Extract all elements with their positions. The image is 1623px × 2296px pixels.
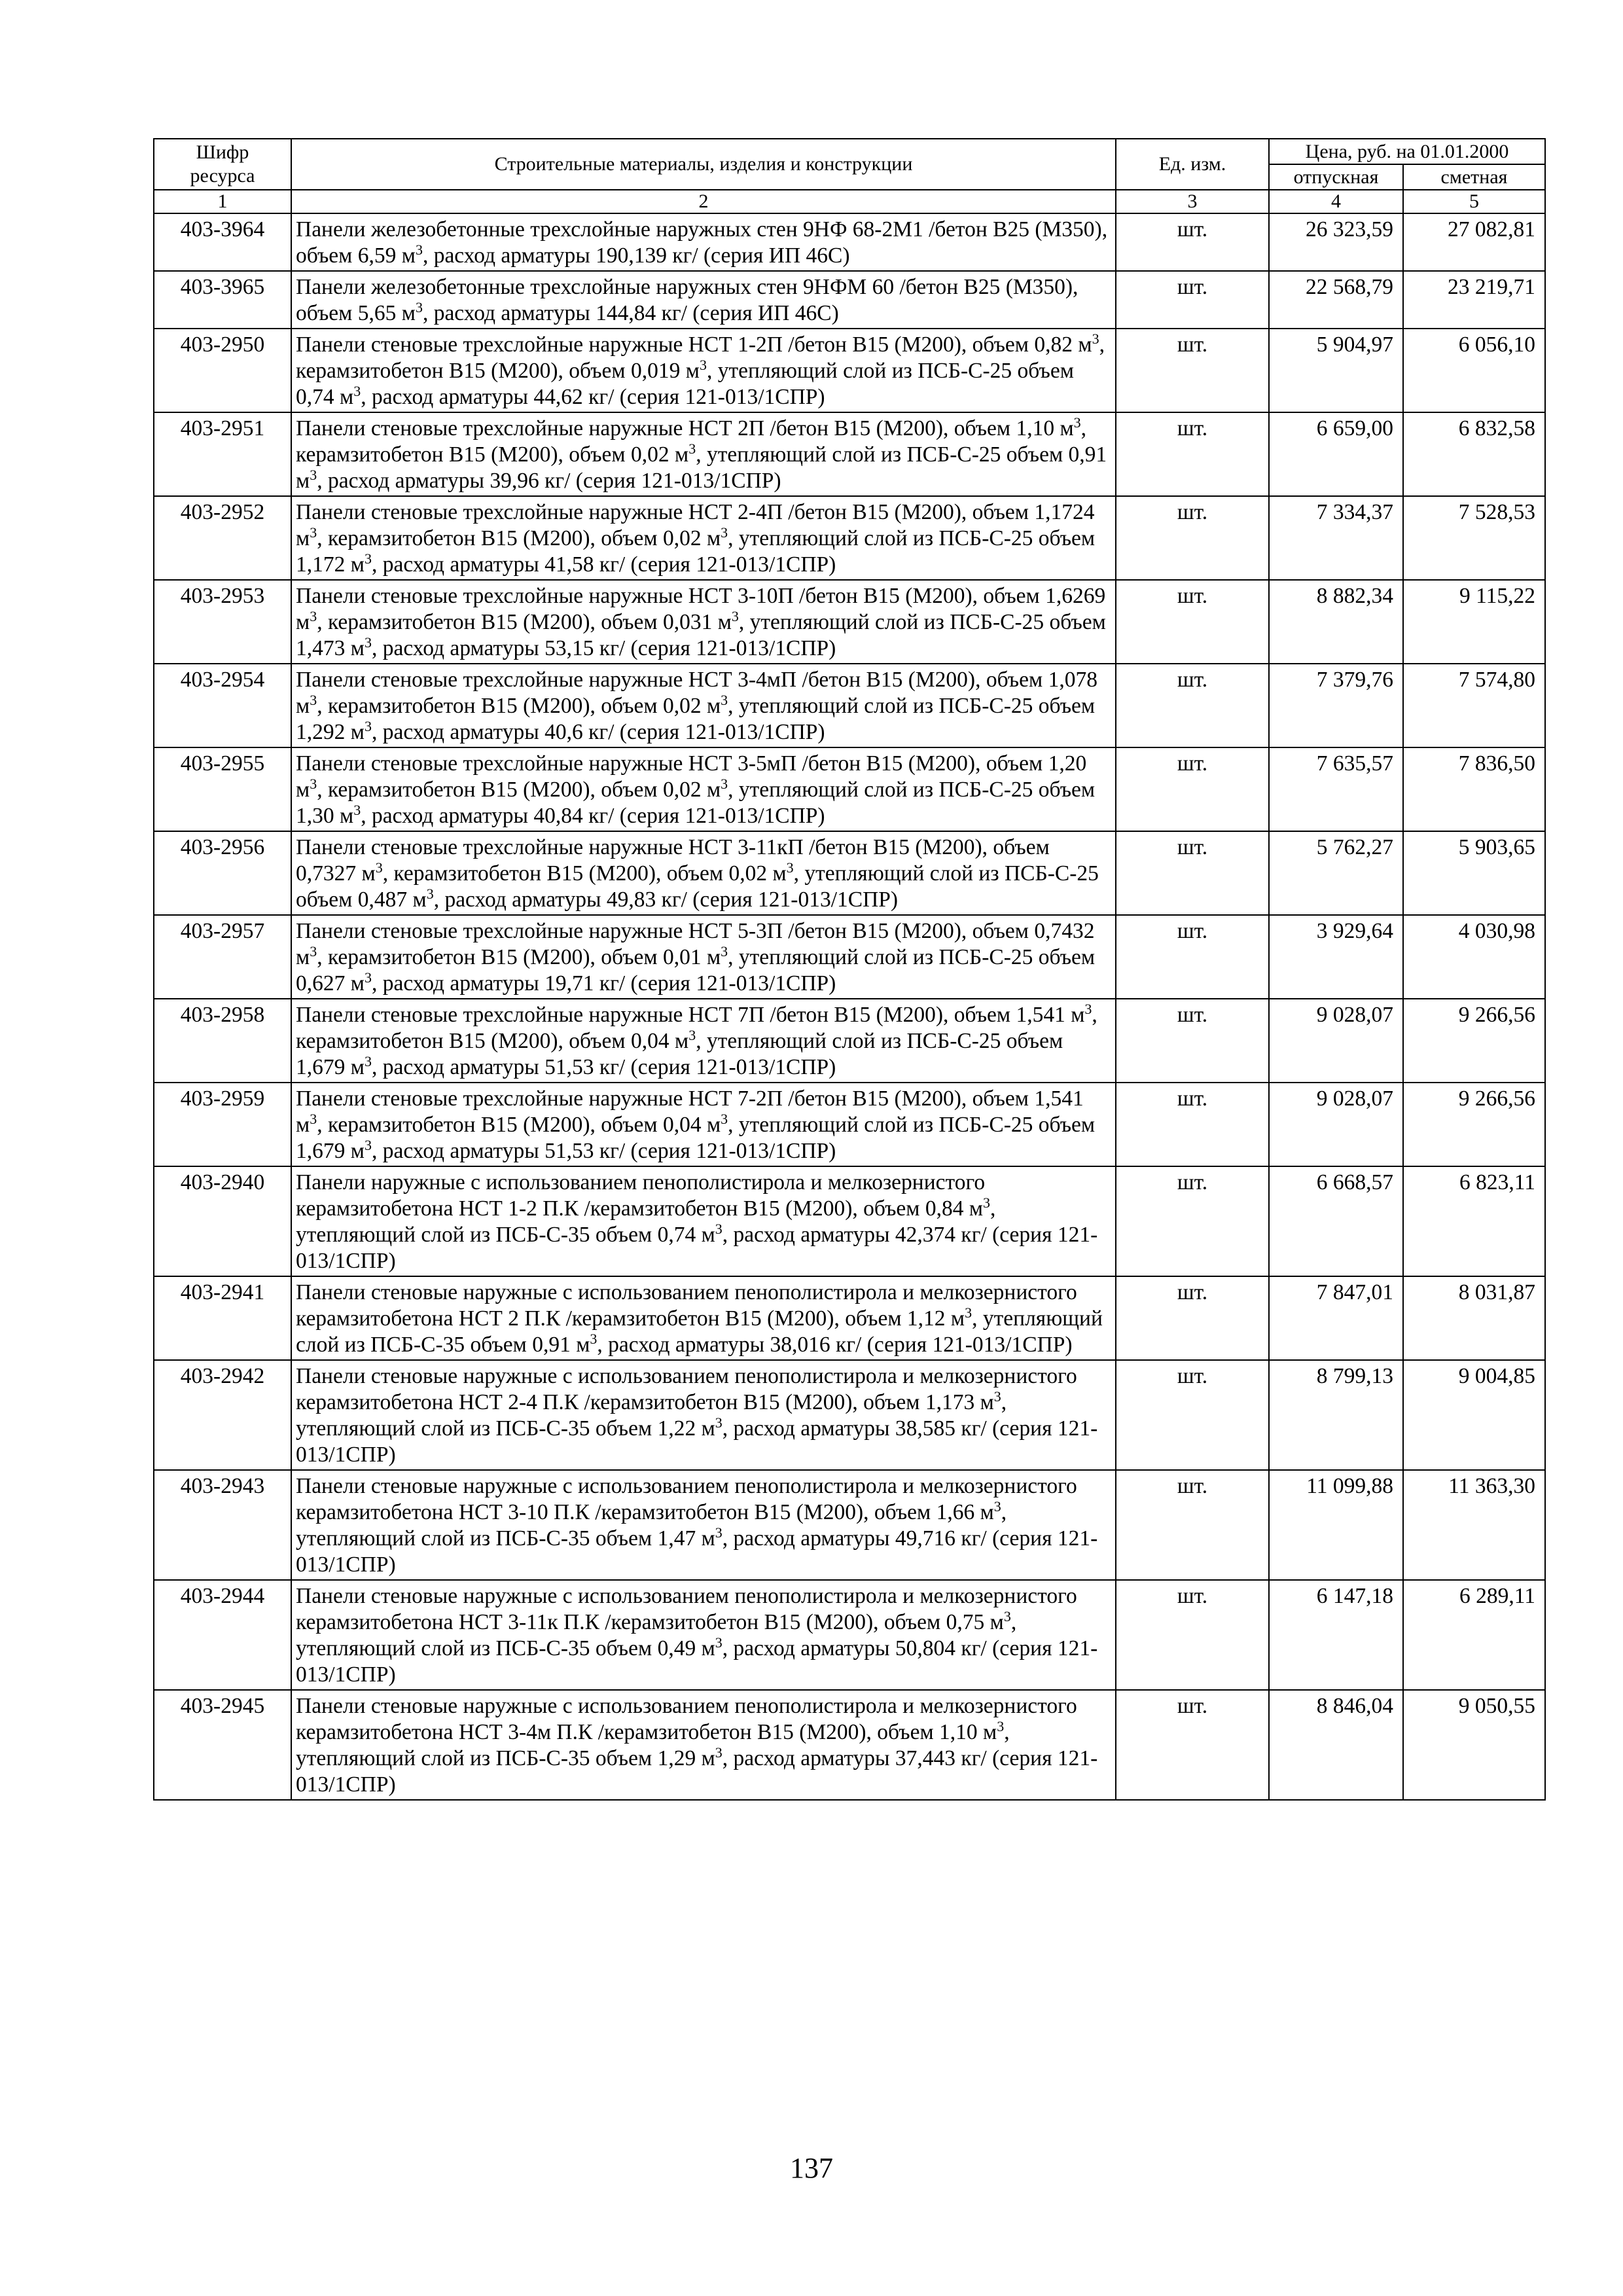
description-text: , керамзитобетон В15 (М200), объем 0,019 м — [296, 332, 1105, 383]
resource-code: 403-3965 — [154, 271, 291, 329]
unit-cell: шт. — [1116, 1276, 1269, 1360]
unit-cell: шт. — [1116, 664, 1269, 747]
superscript: 3 — [721, 691, 728, 708]
header-price-estimate: сметная — [1403, 164, 1545, 190]
description-text: , керамзитобетон В15 (М200), объем 0,01 м — [317, 945, 721, 969]
superscript: 3 — [721, 942, 728, 960]
description-text: , утепляющий слой из ПСБ-С-25 объем 1,679 м — [296, 1113, 1096, 1163]
resource-code: 403-2950 — [154, 329, 291, 412]
description-text: , расход арматуры 38,016 кг/ (серия 121-013/1СПР) — [597, 1333, 1073, 1357]
material-description — [291, 1360, 1116, 1470]
description-text: , утепляющий слой из ПСБ-С-25 объем 1,172 м — [296, 526, 1096, 577]
price-estimate: 8 031,87 — [1403, 1276, 1545, 1360]
table-row — [154, 664, 1545, 747]
description-text: Панели стеновые трехслойные наружные НСТ 2П /бетон В15 (М200), объем 1,10 м — [296, 416, 1074, 440]
resource-code: 403-2957 — [154, 915, 291, 999]
description-text: Панели стеновые трехслойные наружные НСТ 3-11кП /бетон В15 (М200), объем 0,7327 м — [296, 835, 1050, 886]
resource-code: 403-2955 — [154, 747, 291, 831]
superscript: 3 — [364, 969, 372, 986]
description-text: , утепляющий слой из ПСБ-С-25 объем 1,292 м — [296, 694, 1096, 744]
material-description — [291, 329, 1116, 412]
superscript: 3 — [731, 607, 739, 624]
unit-cell: шт. — [1116, 412, 1269, 496]
description-text: , расход арматуры 40,6 кг/ (серия 121-013/1СПР) — [371, 720, 825, 744]
description-text: Панели железобетонные трехслойные наружных стен 9НФМ 60 /бетон В25 (М350), объем 5,65 м — [296, 275, 1079, 325]
superscript: 3 — [993, 1498, 1001, 1515]
superscript: 3 — [415, 298, 423, 315]
table-row — [154, 747, 1545, 831]
material-description — [291, 831, 1116, 915]
resource-code: 403-2942 — [154, 1360, 291, 1470]
table-body — [154, 213, 1545, 1800]
superscript: 3 — [310, 466, 317, 483]
unit-cell: шт. — [1116, 915, 1269, 999]
material-description — [291, 915, 1116, 999]
column-number: 1 — [154, 190, 291, 213]
description-text: , расход арматуры 44,62 кг/ (серия 121-013/1СПР) — [361, 385, 825, 409]
price-estimate: 11 363,30 — [1403, 1470, 1545, 1580]
description-text: Панели стеновые наружные с использованием пенополистирола и мелкозернистого керамзитобетона НСТ 2 П.К /керамзитобетон В15 (М200), объем 1,12 м — [296, 1280, 1077, 1331]
price-release: 26 323,59 — [1269, 213, 1403, 271]
superscript: 3 — [965, 1304, 972, 1321]
material-description — [291, 271, 1116, 329]
description-text: Панели стеновые трехслойные наружные НСТ 3-10П /бетон В15 (М200), объем 1,6269 м — [296, 584, 1106, 634]
price-release: 7 334,37 — [1269, 496, 1403, 580]
description-text: , утепляющий слой из ПСБ-С-35 объем 0,49 м — [296, 1610, 1017, 1660]
resource-code: 403-2945 — [154, 1690, 291, 1800]
price-release: 8 846,04 — [1269, 1690, 1403, 1800]
table-row — [154, 496, 1545, 580]
price-release: 8 882,34 — [1269, 580, 1403, 664]
unit-cell: шт. — [1116, 1166, 1269, 1276]
superscript: 3 — [721, 524, 728, 541]
superscript: 3 — [415, 241, 423, 258]
price-estimate: 9 266,56 — [1403, 999, 1545, 1083]
table-row — [154, 999, 1545, 1083]
table-row — [154, 915, 1545, 999]
unit-cell: шт. — [1116, 1083, 1269, 1166]
price-estimate: 6 823,11 — [1403, 1166, 1545, 1276]
price-estimate: 9 266,56 — [1403, 1083, 1545, 1166]
superscript: 3 — [699, 356, 707, 373]
superscript: 3 — [353, 801, 361, 818]
superscript: 3 — [1084, 1000, 1092, 1017]
superscript: 3 — [364, 717, 372, 734]
table-row — [154, 213, 1545, 271]
description-text: , керамзитобетон В15 (М200), объем 0,02 м — [296, 416, 1087, 467]
price-release: 22 568,79 — [1269, 271, 1403, 329]
superscript: 3 — [590, 1330, 597, 1347]
description-text: Панели стеновые трехслойные наружные НСТ 2-4П /бетон В15 (М200), объем 1,1724 м — [296, 500, 1095, 550]
superscript: 3 — [721, 775, 728, 792]
material-description — [291, 664, 1116, 747]
column-number-row — [154, 190, 1545, 213]
resource-code: 403-3964 — [154, 213, 291, 271]
superscript: 3 — [786, 859, 794, 876]
superscript: 3 — [688, 1026, 696, 1043]
description-text: Панели стеновые наружные с использованием пенополистирола и мелкозернистого керамзитобетона НСТ 2-4 П.К /керамзитобетон В15 (М200), объем 1,173 м — [296, 1364, 1077, 1414]
description-text: , утепляющий слой из ПСБ-С-35 объем 0,91 м — [296, 1306, 1103, 1357]
superscript: 3 — [997, 1717, 1005, 1734]
resource-code: 403-2952 — [154, 496, 291, 580]
superscript: 3 — [364, 1052, 372, 1069]
material-description — [291, 213, 1116, 271]
superscript: 3 — [364, 634, 372, 651]
header-code: Шифр ресурса — [154, 139, 291, 190]
header-price-group: Цена, руб. на 01.01.2000 — [1269, 139, 1545, 164]
description-text: , керамзитобетон В15 (М200), объем 0,02 м — [317, 526, 721, 550]
column-number: 5 — [1403, 190, 1545, 213]
header-price-release: отпускная — [1269, 164, 1403, 190]
price-estimate: 6 832,58 — [1403, 412, 1545, 496]
unit-cell: шт. — [1116, 1580, 1269, 1690]
superscript: 3 — [715, 1744, 722, 1761]
price-release: 5 762,27 — [1269, 831, 1403, 915]
unit-cell: шт. — [1116, 329, 1269, 412]
unit-cell: шт. — [1116, 1690, 1269, 1800]
description-text: , расход арматуры 37,443 кг/ (серия 121-013/1СПР) — [296, 1746, 1098, 1797]
material-description — [291, 496, 1116, 580]
superscript: 3 — [715, 1524, 722, 1541]
price-estimate: 9 115,22 — [1403, 580, 1545, 664]
resource-code: 403-2953 — [154, 580, 291, 664]
description-text: , расход арматуры 190,139 кг/ (серия ИП 46С) — [422, 243, 850, 268]
description-text: Панели стеновые наружные с использованием пенополистирола и мелкозернистого керамзитобетона НСТ 3-4м П.К /керамзитобетон В15 (М200), объем 1,10 м — [296, 1694, 1077, 1744]
price-release: 6 668,57 — [1269, 1166, 1403, 1276]
description-text: Панели стеновые трехслойные наружные НСТ 7П /бетон В15 (М200), объем 1,541 м — [296, 1003, 1085, 1027]
superscript: 3 — [1073, 414, 1081, 431]
description-text: , расход арматуры 38,585 кг/ (серия 121-013/1СПР) — [296, 1416, 1098, 1467]
table-row — [154, 329, 1545, 412]
superscript: 3 — [310, 691, 317, 708]
description-text: , расход арматуры 42,374 кг/ (серия 121-013/1СПР) — [296, 1223, 1098, 1273]
price-release: 11 099,88 — [1269, 1470, 1403, 1580]
superscript: 3 — [310, 775, 317, 792]
page-number: 137 — [790, 2152, 833, 2184]
description-text: , утепляющий слой из ПСБ-С-35 объем 1,22 м — [296, 1390, 1007, 1441]
superscript: 3 — [364, 1136, 372, 1153]
resource-code: 403-2951 — [154, 412, 291, 496]
price-release: 6 659,00 — [1269, 412, 1403, 496]
material-description — [291, 580, 1116, 664]
description-text: , утепляющий слой из ПСБ-С-35 объем 1,29 м — [296, 1720, 1010, 1770]
description-text: Панели стеновые трехслойные наружные НСТ 3-4мП /бетон В15 (М200), объем 1,078 м — [296, 668, 1097, 718]
resource-code: 403-2944 — [154, 1580, 291, 1690]
description-text: , расход арматуры 41,58 кг/ (серия 121-013/1СПР) — [371, 552, 836, 577]
description-text: Панели стеновые наружные с использованием пенополистирола и мелкозернистого керамзитобетона НСТ 3-10 П.К /керамзитобетон В15 (М200), объем 1,66 м — [296, 1474, 1077, 1524]
price-release: 5 904,97 — [1269, 329, 1403, 412]
description-text: Панели стеновые трехслойные наружные НСТ 1-2П /бетон В15 (М200), объем 0,82 м — [296, 332, 1092, 357]
unit-cell: шт. — [1116, 1470, 1269, 1580]
table-row — [154, 1690, 1545, 1800]
unit-cell: шт. — [1116, 999, 1269, 1083]
header-name: Строительные материалы, изделия и конструкции — [291, 139, 1116, 190]
resource-code: 403-2956 — [154, 831, 291, 915]
price-release: 3 929,64 — [1269, 915, 1403, 999]
table-row — [154, 412, 1545, 496]
superscript: 3 — [983, 1194, 991, 1211]
superscript: 3 — [715, 1414, 722, 1431]
material-description — [291, 747, 1116, 831]
description-text: , расход арматуры 144,84 кг/ (серия ИП 46С) — [422, 301, 839, 325]
description-text: Панели стеновые трехслойные наружные НСТ 7-2П /бетон В15 (М200), объем 1,541 м — [296, 1086, 1084, 1137]
description-text: , керамзитобетон В15 (М200), объем 0,04 м — [317, 1113, 721, 1137]
superscript: 3 — [993, 1388, 1001, 1405]
description-text: , утепляющий слой из ПСБ-С-25 объем 1,679 м — [296, 1029, 1063, 1079]
price-estimate: 27 082,81 — [1403, 213, 1545, 271]
material-description — [291, 1276, 1116, 1360]
description-text: , расход арматуры 51,53 кг/ (серия 121-013/1СПР) — [371, 1055, 836, 1079]
description-text: Панели стеновые трехслойные наружные НСТ 3-5мП /бетон В15 (М200), объем 1,20 м — [296, 751, 1087, 802]
unit-cell: шт. — [1116, 213, 1269, 271]
resource-code: 403-2954 — [154, 664, 291, 747]
superscript: 3 — [310, 1110, 317, 1127]
table-row — [154, 1083, 1545, 1166]
superscript: 3 — [353, 382, 361, 399]
price-estimate: 4 030,98 — [1403, 915, 1545, 999]
description-text: , расход арматуры 50,804 кг/ (серия 121-013/1СПР) — [296, 1636, 1098, 1687]
table-row — [154, 1276, 1545, 1360]
description-text: , керамзитобетон В15 (М200), объем 0,02 м — [317, 694, 721, 718]
resource-code: 403-2940 — [154, 1166, 291, 1276]
description-text: , керамзитобетон В15 (М200), объем 0,02 м — [382, 861, 787, 886]
superscript: 3 — [721, 1110, 728, 1127]
description-text: , утепляющий слой из ПСБ-С-35 объем 1,47 м — [296, 1500, 1007, 1551]
price-estimate: 7 836,50 — [1403, 747, 1545, 831]
price-estimate: 6 056,10 — [1403, 329, 1545, 412]
resource-code: 403-2941 — [154, 1276, 291, 1360]
price-release: 7 847,01 — [1269, 1276, 1403, 1360]
material-description — [291, 412, 1116, 496]
superscript: 3 — [1092, 330, 1099, 347]
table-row — [154, 831, 1545, 915]
price-estimate: 6 289,11 — [1403, 1580, 1545, 1690]
superscript: 3 — [310, 607, 317, 624]
unit-cell: шт. — [1116, 1360, 1269, 1470]
material-description — [291, 1166, 1116, 1276]
unit-cell: шт. — [1116, 496, 1269, 580]
description-text: , утепляющий слой из ПСБ-С-25 объем 1,473 м — [296, 610, 1106, 660]
superscript: 3 — [364, 550, 372, 567]
price-table — [153, 138, 1546, 1801]
description-text: , утепляющий слой из ПСБ-С-25 объем 0,74 м — [296, 359, 1074, 409]
description-text: Панели железобетонные трехслойные наружных стен 9НФ 68-2М1 /бетон В25 (М350), объем 6,59 м — [296, 217, 1108, 268]
description-text: Панели стеновые трехслойные наружные НСТ 5-3П /бетон В15 (М200), объем 0,7432 м — [296, 919, 1095, 969]
unit-cell: шт. — [1116, 271, 1269, 329]
superscript: 3 — [375, 859, 383, 876]
superscript: 3 — [310, 524, 317, 541]
unit-cell: шт. — [1116, 580, 1269, 664]
description-text: , расход арматуры 51,53 кг/ (серия 121-013/1СПР) — [371, 1139, 836, 1163]
price-estimate: 9 050,55 — [1403, 1690, 1545, 1800]
column-number: 4 — [1269, 190, 1403, 213]
description-text: , утепляющий слой из ПСБ-С-25 объем 0,627 м — [296, 945, 1096, 996]
price-release: 7 635,57 — [1269, 747, 1403, 831]
description-text: , утепляющий слой из ПСБ-С-25 объем 0,91 м — [296, 442, 1107, 493]
superscript: 3 — [715, 1220, 722, 1237]
description-text: , утепляющий слой из ПСБ-С-25 объем 1,30 м — [296, 778, 1096, 828]
superscript: 3 — [715, 1634, 722, 1651]
table-row — [154, 1580, 1545, 1690]
material-description — [291, 1690, 1116, 1800]
price-release: 6 147,18 — [1269, 1580, 1403, 1690]
resource-code: 403-2943 — [154, 1470, 291, 1580]
material-description — [291, 999, 1116, 1083]
description-text: , утепляющий слой из ПСБ-С-35 объем 0,74 м — [296, 1196, 996, 1247]
description-text: , расход арматуры 39,96 кг/ (серия 121-013/1СПР) — [317, 469, 781, 493]
superscript: 3 — [1003, 1607, 1011, 1624]
description-text: Панели стеновые наружные с использованием пенополистирола и мелкозернистого керамзитобетона НСТ 3-11к П.К /керамзитобетон В15 (М200), объем 0,75 м — [296, 1584, 1077, 1634]
table-row — [154, 271, 1545, 329]
description-text: , расход арматуры 53,15 кг/ (серия 121-013/1СПР) — [371, 636, 836, 660]
resource-code: 403-2958 — [154, 999, 291, 1083]
column-number: 2 — [291, 190, 1116, 213]
description-text: , керамзитобетон В15 (М200), объем 0,04 м — [296, 1003, 1097, 1053]
superscript: 3 — [310, 942, 317, 960]
price-estimate: 9 004,85 — [1403, 1360, 1545, 1470]
price-release: 9 028,07 — [1269, 1083, 1403, 1166]
description-text: , расход арматуры 40,84 кг/ (серия 121-013/1СПР) — [361, 804, 825, 828]
superscript: 3 — [688, 440, 696, 457]
price-estimate: 7 528,53 — [1403, 496, 1545, 580]
table-row — [154, 1470, 1545, 1580]
table-row — [154, 1166, 1545, 1276]
table-row — [154, 580, 1545, 664]
price-estimate: 7 574,80 — [1403, 664, 1545, 747]
material-description — [291, 1083, 1116, 1166]
description-text: , расход арматуры 49,83 кг/ (серия 121-013/1СПР) — [433, 888, 899, 912]
column-number: 3 — [1116, 190, 1269, 213]
description-text: Панели наружные с использованием пенополистирола и мелкозернистого керамзитобетона НСТ 1-2 П.К /керамзитобетон В15 (М200), объем 0,84 м — [296, 1170, 986, 1221]
table-row — [154, 1360, 1545, 1470]
price-release: 7 379,76 — [1269, 664, 1403, 747]
description-text: , керамзитобетон В15 (М200), объем 0,031 м — [317, 610, 732, 634]
price-estimate: 5 903,65 — [1403, 831, 1545, 915]
description-text: , керамзитобетон В15 (М200), объем 0,02 м — [317, 778, 721, 802]
price-estimate: 23 219,71 — [1403, 271, 1545, 329]
resource-code: 403-2959 — [154, 1083, 291, 1166]
unit-cell: шт. — [1116, 831, 1269, 915]
material-description — [291, 1470, 1116, 1580]
unit-cell: шт. — [1116, 747, 1269, 831]
header-unit: Ед. изм. — [1116, 139, 1269, 190]
description-text: , утепляющий слой из ПСБ-С-25 объем 0,487 м — [296, 861, 1099, 912]
material-description — [291, 1580, 1116, 1690]
price-release: 8 799,13 — [1269, 1360, 1403, 1470]
description-text: , расход арматуры 49,716 кг/ (серия 121-013/1СПР) — [296, 1526, 1098, 1577]
superscript: 3 — [426, 885, 434, 902]
price-release: 9 028,07 — [1269, 999, 1403, 1083]
table-header — [154, 139, 1545, 213]
description-text: , расход арматуры 19,71 кг/ (серия 121-013/1СПР) — [371, 971, 836, 996]
